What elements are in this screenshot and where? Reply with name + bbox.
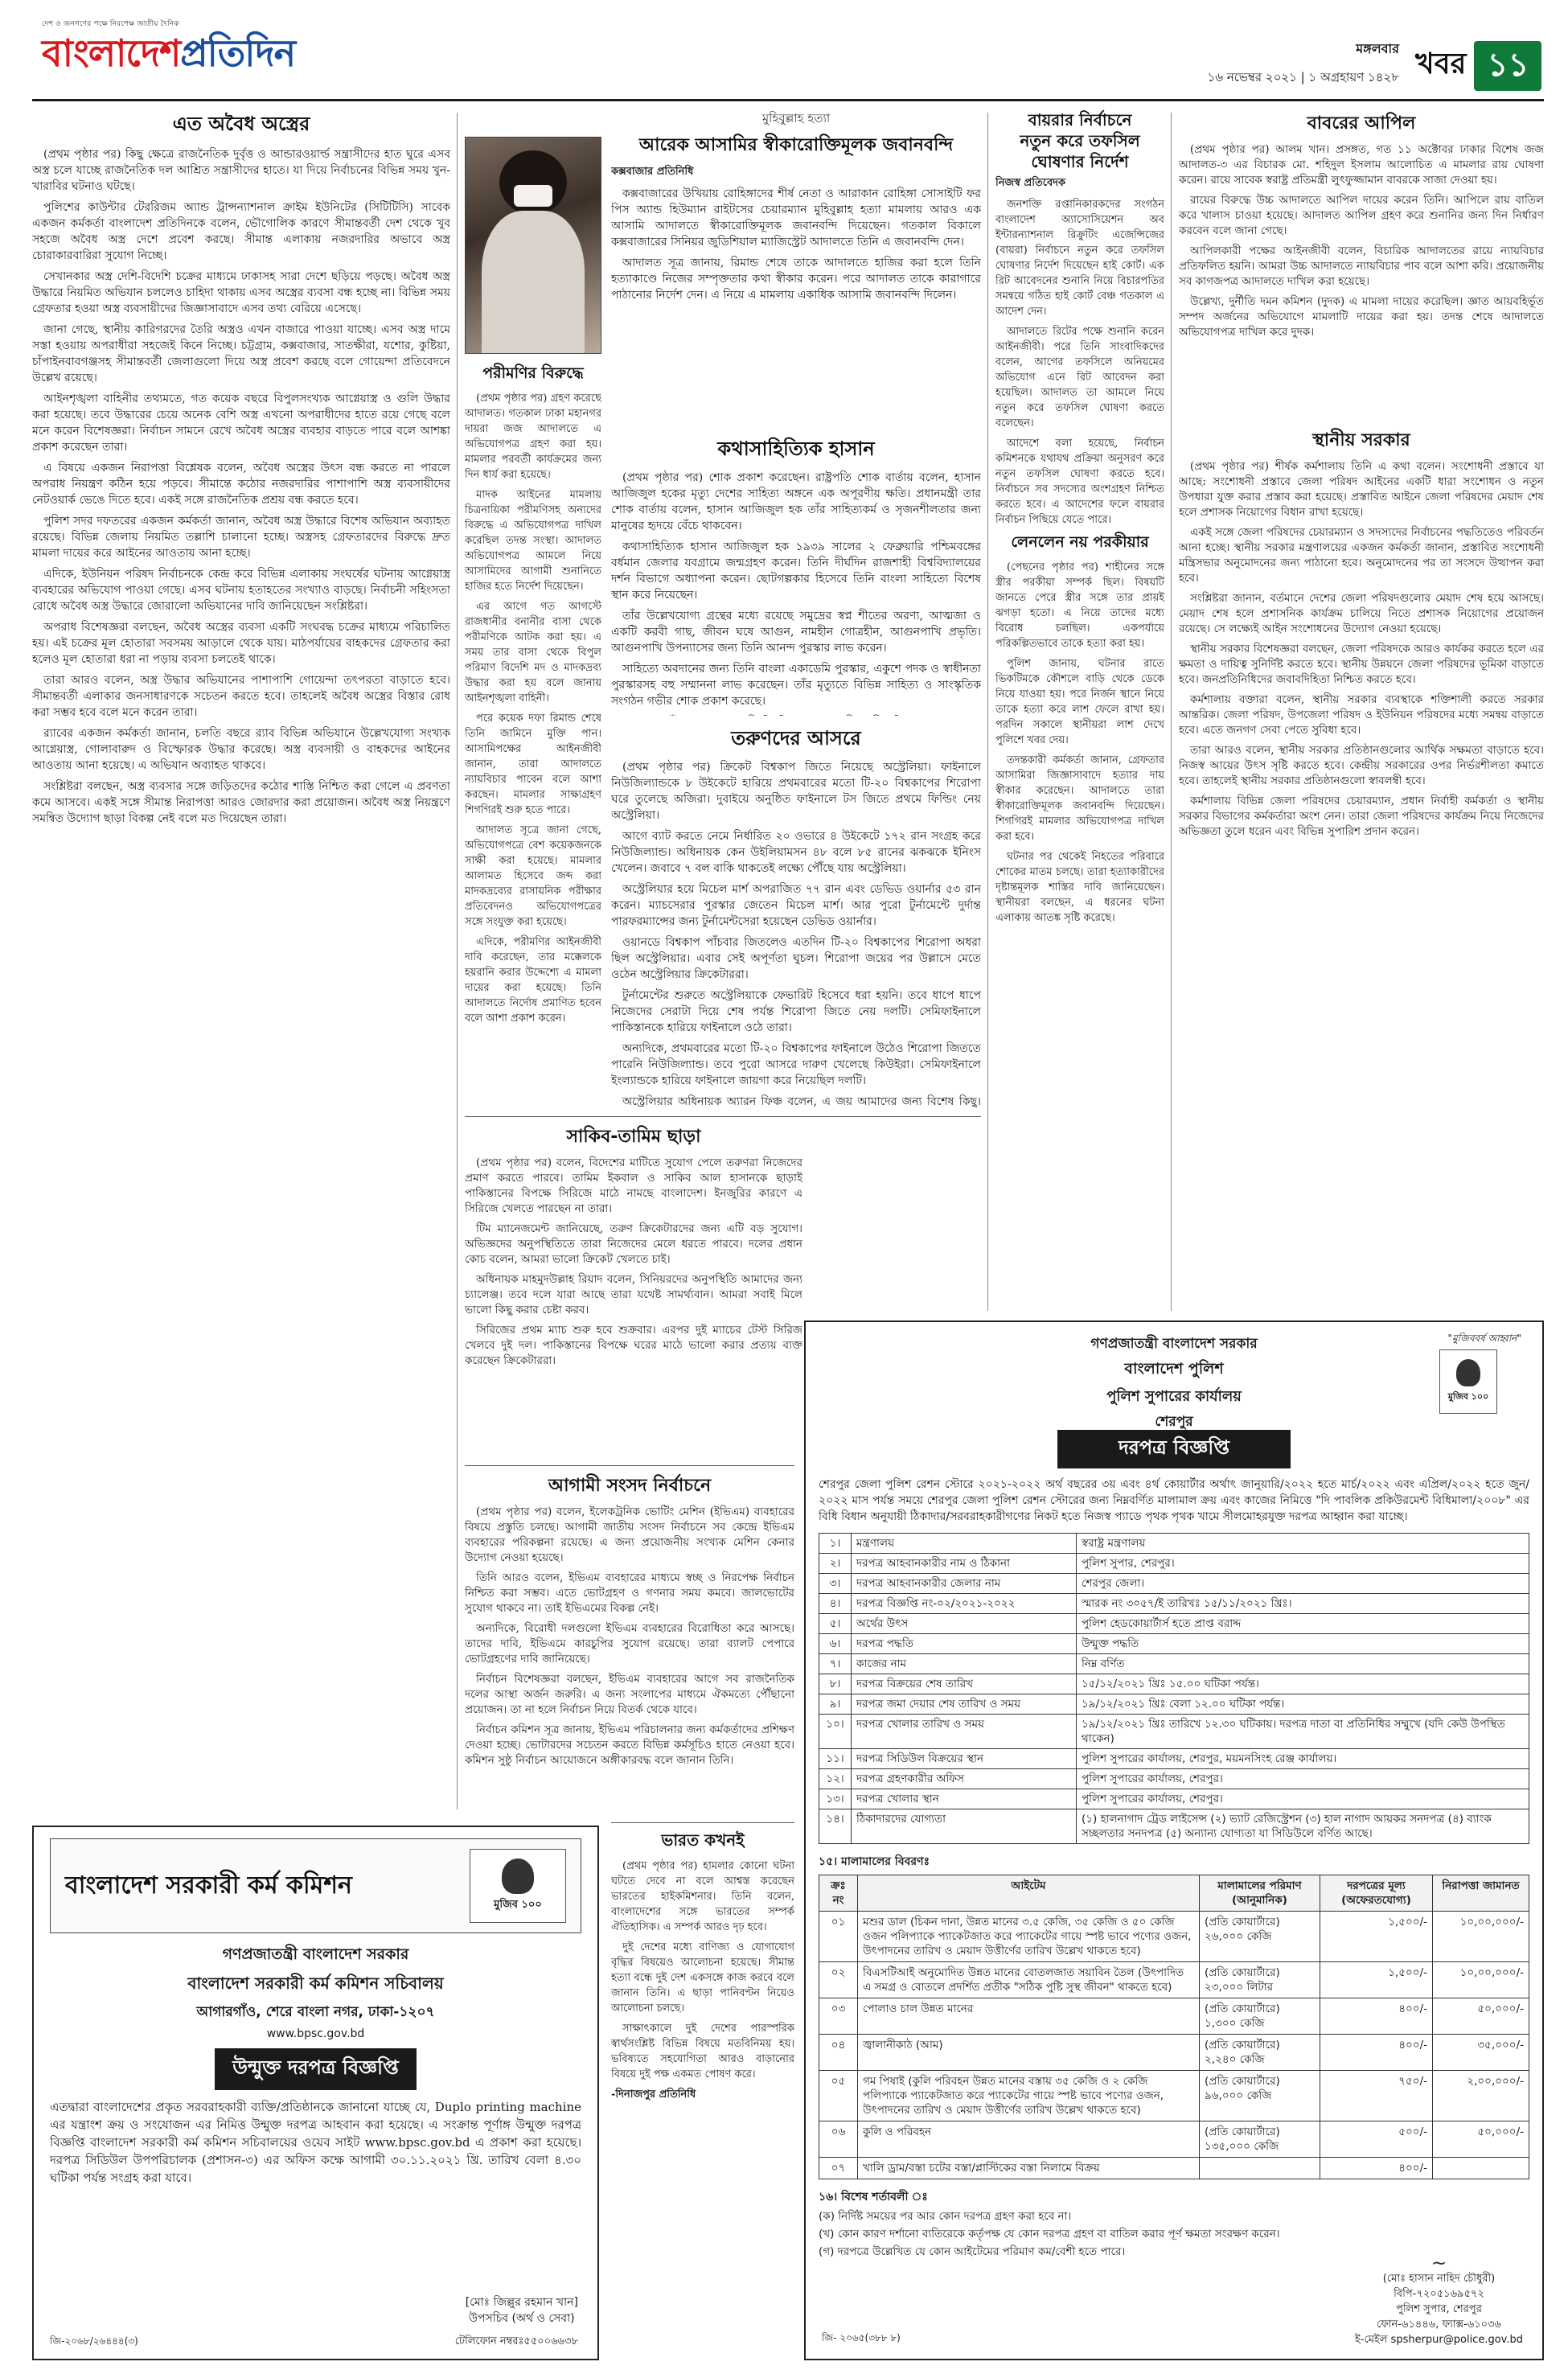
handwritten-signature: ~ — [1430, 2252, 1447, 2274]
masthead — [32, 11, 1544, 101]
row-label: কাজের নাম — [852, 1654, 1077, 1674]
ad-code: জি- ২০৬৫(৩৮৮ ৮) — [822, 2332, 901, 2343]
table-row — [819, 1674, 1529, 1694]
paragraph: (প্রথম পৃষ্ঠার পর) আলম খান। প্রসঙ্গত, গত ১১ অক্টোবর ঢাকার বিশেষ জজ আদালত-৩ এর বিচারক মো. শহিদুল ইসলাম আলোচিত এ মামলার রায় ঘোষণা করেন। রায়ে সাবেক স্বরাষ্ট্র প্রতিমন্ত্রী লুৎফুজ্জামান বাবরকে সাজা দেওয়া হয়। — [1179, 143, 1544, 187]
article-body — [611, 759, 981, 1110]
article-youth — [611, 724, 981, 1110]
police-ad-district: শেরপুর — [1155, 1414, 1193, 1430]
row-label: দরপত্র খোলার স্থান — [852, 1789, 1077, 1809]
article-kicker: মুহিবুল্লাহ হত্যা — [761, 111, 831, 125]
row-number: ৩। — [819, 1574, 852, 1594]
paragraph: সিরিজের প্রথম ম্যাচ শুরু হবে শুক্রবার। এরপর দুই ম্যাচের টেস্ট সিরিজ খেলবে দুই দল। পাকিস্তানের বিপক্ষে ঘরের মাঠে ভালো করার প্রত্যয় ব্যক্ত করেছেন ক্রিকেটাররা। — [465, 1324, 802, 1367]
row-value: শেরপুর জেলা। — [1077, 1574, 1529, 1594]
table-row — [819, 1634, 1529, 1654]
row-label: দরপত্র বিক্রয়ের শেষ তারিখ — [852, 1674, 1077, 1694]
advert-police-tender — [804, 1320, 1544, 2360]
article-body — [611, 186, 981, 303]
ad-phone: টেলিফোন নম্বরঃ৫৫০০৬৬৩৮ — [454, 2335, 578, 2347]
paragraph: তাঁর উল্লেখযোগ্য গ্রন্থের মধ্যে রয়েছে সমুদ্রের স্বপ্ন শীতের অরণ্য, আত্মজা ও একটি করবী গাছ, জীবন ঘষে আগুন, নামহীন গোত্রহীন, আগুনপাখি প্রভৃতি। আগুনপাখি উপন্যাসের জন্য তিনি আনন্দ পুরস্কার লাভ করেন। — [611, 610, 981, 655]
paragraph: অস্ট্রেলিয়ার অধিনায়ক অ্যারন ফিঞ্চ বলেন, এ জয় আমাদের জন্য বিশেষ কিছু। — [622, 1095, 981, 1108]
row-label: অর্থের উৎস — [852, 1614, 1077, 1634]
paragraph: ঘটনার পর থেকেই নিহতের পরিবারে শোকের মাতম চলছে। তারা হত্যাকারীদের দৃষ্টান্তমূলক শাস্তির দাবি জানিয়েছেন। স্থানীয়রা বলছেন, এ ধরনের ঘটনা এলাকায় আতঙ্ক সৃষ্টি করেছে। — [995, 851, 1164, 924]
logo-wordmark — [42, 30, 331, 76]
table-row — [819, 1534, 1529, 1554]
item-price: ৪০০/- — [1320, 1998, 1433, 2035]
row-value: উন্মুক্ত পদ্ধতি — [1077, 1634, 1529, 1654]
paragraph: কর্মশালায় বিভিন্ন জেলা পরিষদের চেয়ারম্যান, প্রধান নির্বাহী কর্মকর্তা ও স্থানীয় সরকার বিভাগের কর্মকর্তারা অংশ নেন। তারা জেলা পরিষদের কার্যক্রম নিয়ে নিজেদের অভিজ্ঞতা তুলে ধরেন এবং বিভিন্ন সুপারিশ প্রদান করেন। — [1179, 795, 1544, 838]
article-body — [465, 1505, 794, 1768]
article-body — [32, 146, 450, 827]
row-value: ১৯/১২/২০২১ খ্রিঃ বেলা ১২.০০ ঘটিকা পর্যন্ত। — [1077, 1694, 1529, 1715]
section-rule — [465, 1465, 794, 1466]
paragraph: আদালত সূত্রে জানা গেছে, অভিযোগপত্রে বেশ কয়েকজনকে সাক্ষী করা হয়েছে। মামলার আলামত হিসেবে জব্দ করা মাদকদ্রব্যের রাসায়নিক পরীক্ষার প্রতিবেদনও অভিযোগপত্রের সঙ্গে সংযুক্ত করা হয়েছে। — [465, 824, 601, 928]
paragraph: পুলিশ সদর দফতরের একজন কর্মকর্তা জানান, অবৈধ অস্ত্র উদ্ধারে বিশেষ অভিযান অব্যাহত রয়েছে। বিভিন্ন জেলায় নিয়মিত তল্লাশি চালানো হচ্ছে। অস্ত্রসহ গ্রেফতারদের বিরুদ্ধে দ্রুত মামলা দায়ের করে আইনের আওতায় আনা হচ্ছে। — [32, 515, 450, 560]
column-header: আইটেম — [858, 1875, 1200, 1912]
paragraph: জনশক্তি রপ্তানিকারকদের সংগঠন বাংলাদেশ অ্যাসোসিয়েশন অব ইন্টারন্যাশনাল রিক্রুটিং এজেন্সিজের (বায়রা) নির্বাচনে নতুন করে তফসিল ঘোষণার নির্দেশ দিয়েছেন হাই কোর্ট। এক রিট আবেদনের শুনানি নিয়ে বিচারপতির সমন্বয়ে গঠিত হাই কোর্ট বেঞ্চ গতকাল এ আদেশ দেন। — [995, 199, 1164, 318]
row-value: পুলিশ সুপার, শেরপুর। — [1077, 1554, 1529, 1574]
article-india — [611, 1829, 794, 2360]
paragraph: এর আগে গত আগস্টে রাজধানীর বনানীর বাসা থেকে পরীমণিকে আটক করা হয়। এ সময় তার বাসা থেকে বিপুল পরিমাণ বিদেশি মদ ও মাদকদ্রব্য উদ্ধার করা হয় বলে জানায় আইনশৃঙ্খলা বাহিনী। — [465, 601, 601, 704]
item-quantity: (প্রতি কোয়ার্টারে) ৯৬,০০০ কেজি — [1200, 2071, 1320, 2121]
paragraph: আদালতে রিটের পক্ষে শুনানি করেন আইনজীবী। পরে তিনি সাংবাদিকদের বলেন, আগের তফসিলে অনিয়মের অভিযোগ এনে রিট আবেদন করা হয়েছিল। আদালত তা আমলে নিয়ে নতুন করে তফসিল ঘোষণা করতে বলেছেন। — [995, 326, 1164, 429]
row-value: নিম্ন বর্ণিত — [1077, 1654, 1529, 1674]
paragraph: আইনশৃঙ্খলা বাহিনীর তথ্যমতে, গত কয়েক বছরে বিপুলসংখ্যক আগ্নেয়াস্ত্র ও গুলি উদ্ধার করা হয়েছে। তবে উদ্ধারের চেয়ে অনেক বেশি অস্ত্র এখনো অপরাধীদের হাতে রয়ে গেছে বলে মনে করেন বিশেষজ্ঞরা। নির্বাচন সামনে রেখে অবৈধ অস্ত্রের ব্যবহার বাড়তে পারে বলে আশঙ্কা প্রকাশ করেছেন তারা। — [32, 392, 450, 454]
paragraph: জানা গেছে, স্থানীয় কারিগরদের তৈরি অস্ত্রও এখন বাজারে পাওয়া যাচ্ছে। এসব অস্ত্র দামে সস্তা হওয়ায় অপরাধীরা সহজেই কিনে নিচ্ছে। চট্টগ্রাম, কক্সবাজার, সাতক্ষীরা, যশোর, কুষ্টিয়া, চাঁপাইনবাবগঞ্জসহ সীমান্তবর্তী জেলাগুলো দিয়ে অস্ত্র প্রবেশ করছে বলে গোয়েন্দা প্রতিবেদনে উল্লেখ রয়েছে। — [32, 323, 450, 384]
row-label: দরপত্র খোলার তারিখ ও সময় — [852, 1715, 1077, 1749]
article-byline: কক্সবাজার প্রতিনিধি — [611, 166, 694, 178]
advert-psc-tender — [32, 1826, 599, 2360]
article-headline: বাবরের আপিল — [1307, 113, 1416, 133]
article-porimoni — [465, 362, 601, 1110]
page-number: ১১ — [1474, 41, 1541, 91]
item-quantity: (প্রতি কোয়ার্টারে) ১,৩০০ কেজি — [1200, 1998, 1320, 2035]
article-headline: এত অবৈধ অস্ত্রের — [172, 113, 310, 135]
row-number: ৪। — [819, 1594, 852, 1614]
item-price: ১,৫০০/- — [1320, 1912, 1433, 1962]
signer-phone: ফোন-৬১৪৪৬, ফ্যাক্স-৬১০৩৬ — [1377, 2319, 1502, 2331]
column-header: নিরাপত্তা জামানত — [1433, 1875, 1529, 1912]
article-body — [465, 1156, 802, 1369]
row-number: ৬। — [819, 1634, 852, 1654]
paragraph: নির্বাচন কমিশন সূত্র জানায়, ইভিএম পরিচালনার জন্য কর্মকর্তাদের প্রশিক্ষণ দেওয়া হচ্ছে। ভোটারদের সচেতন করতে বিভিন্ন কর্মসূচিও হাতে নেওয়া হবে। কমিশন সুষ্ঠু নির্বাচন আয়োজনে অঙ্গীকারবদ্ধ বলে জানান তিনি। — [465, 1723, 794, 1767]
row-value: পুলিশ সুপারের কার্যালয়, শেরপুর। — [1077, 1789, 1529, 1809]
column-header: ক্রঃ নং — [819, 1875, 858, 1912]
row-number: ২। — [819, 1554, 852, 1574]
conditions-heading: ১৬। বিশেষ শর্তাবলী ঃ — [819, 2191, 928, 2204]
table-row — [819, 1769, 1529, 1789]
table-row — [819, 1962, 1529, 1998]
issue-date — [1077, 39, 1399, 88]
paragraph: সাক্ষাৎকালে দুই দেশের পারস্পরিক স্বার্থসংশ্লিষ্ট বিভিন্ন বিষয়ে মতবিনিময় হয়। ভবিষ্যতে সহযোগিতা আরও বাড়ানোর বিষয়ে দুই পক্ষ একমত পোষণ করে। — [611, 2023, 794, 2080]
item-quantity: (প্রতি কোয়ার্টারে) ২৬,০০০ কেজি — [1200, 1912, 1320, 1962]
paragraph — [611, 714, 981, 716]
condition-item: (ক) নির্দিষ্ট সময়ের পর আর কোন দরপত্র গ্রহণ করা হবে না। — [819, 2210, 1072, 2223]
row-value: পুলিশ সুপারের কার্যালয়, শেরপুর। — [1077, 1769, 1529, 1789]
row-number: ১০। — [819, 1715, 852, 1749]
article-headline: কথাসাহিত্যিক হাসান — [717, 437, 875, 460]
article-body — [995, 560, 1164, 926]
paragraph: পুলিশ জানায়, ঘটনার রাতে ভিকটিমকে কৌশলে বাড়ি থেকে ডেকে নিয়ে যাওয়া হয়। পরে নির্জন স্থানে নিয়ে তাকে হত্যা করে লাশ ফেলে রাখা হয়। পরদিন সকালে স্থানীয়রা লাশ দেখে পুলিশে খবর দেয়। — [995, 658, 1164, 746]
item-quantity: (প্রতি কোয়ার্টারে) ২,২৪০ কেজি — [1200, 2035, 1320, 2071]
article-hasan — [611, 434, 981, 716]
table-row — [819, 1694, 1529, 1715]
psc-banner-title: বাংলাদেশ সরকারী কর্ম কমিশন — [65, 1871, 352, 1900]
headline-line: ঘোষণার নির্দেশ — [1031, 152, 1129, 171]
item-description: গম পিষাই (কুলি পরিবহন উন্নত মানের বস্তায় ৩৫ কেজি ও ২ কেজি পলিপ্যাকে প্যাকেটজাত করে প্যাকেটের গায়ে স্পষ্ট ভাবে পণ্যের ওজন, উৎপাদনের তারিখ ও মেয়াদ উত্তীর্ণের তারিখ উল্লেখ থাকতে হবে) — [858, 2071, 1200, 2121]
article-bayra — [995, 109, 1164, 528]
article-body — [995, 197, 1164, 528]
row-value: স্বরাষ্ট্র মন্ত্রণালয় — [1077, 1534, 1529, 1554]
ad-body: এতদ্বারা বাংলাদেশের প্রকৃত সরবরাহকারী ব্যক্তি/প্রতিষ্ঠানকে জানানো যাচ্ছে যে, Duplo printing machine এর যন্ত্রাংশ ক্রয় ও সংযোজন এর নিমিত্ত উন্মুক্ত দরপত্র আহবান করা হয়েছে। এ সংক্রান্ত পূর্ণাঙ্গ উন্মুক্ত দরপত্র বিজ্ঞপ্তি বাংলাদেশ সরকারী কর্ম কমিশন সচিবালয়ের ওয়েব সাইট www.bpsc.gov.bd এ প্রকাশ করা হয়েছে। দরপত্র সিডিউল উপপরিচালক (প্রশাসন-৩) এর অফিস কক্ষে আগামী ৩০.১১.২০২১ খ্রি. তারিখ বেলা ৪.৩০ ঘটিকা পর্যন্ত সংগ্রহ করা যাবে। — [50, 2100, 581, 2185]
paragraph: (প্রথম পৃষ্ঠার পর) গ্রহণ করেছে আদালত। গতকাল ঢাকা মহানগর দায়রা জজ আদালতে এ অভিযোগপত্র গ্রহণ করা হয়। মামলার পরবর্তী কার্যক্রমের জন্য দিন ধার্য করা হয়েছে। — [465, 392, 601, 481]
signer-title: পুলিশ সুপার, শেরপুর — [1396, 2303, 1482, 2315]
paragraph: আপিলকারী পক্ষের আইনজীবী বলেন, বিচারিক আদালতের রায়ে ন্যায়বিচার প্রতিফলিত হয়নি। আমরা উচ্চ আদালতে ন্যায়বিচার পাব বলে আশা করি। প্রয়োজনীয় সব কাগজপত্র আদালতে দাখিল করা হয়েছে। — [1179, 244, 1544, 288]
row-number: ৮। — [819, 1674, 852, 1694]
paragraph: (পেছনের পৃষ্ঠার পর) শাহীনের সঙ্গে স্ত্রীর পরকীয়া সম্পর্ক ছিল। বিষয়টি জানতে পেরে স্ত্রীর সঙ্গে তার প্রায়ই ঝগড়া হতো। এ নিয়ে তাদের মধ্যে বিরোধ চলছিল। একপর্যায়ে পরিকল্পিতভাবে তাকে হত্যা করা হয়। — [995, 561, 1164, 650]
item-price: ৪০০/- — [1320, 2035, 1433, 2071]
police-ad-signature — [1355, 2252, 1523, 2347]
logo-tagline: দেশ ও জনগণের পক্ষে নিরপেক্ষ জাতীয় দৈনিক — [42, 20, 179, 28]
item-number: ০৩ — [819, 1998, 858, 2035]
ad-govt: গণপ্রজাতন্ত্রী বাংলাদেশ সরকার — [222, 1945, 409, 1963]
article-arms — [32, 109, 450, 1814]
item-description: খালি ড্রাম/বস্তা চটের বস্তা/প্লাস্টিকের বস্তা নিলামে বিক্রয় — [858, 2158, 1200, 2179]
table-row — [819, 2158, 1529, 2179]
logo-part-2: প্রতিদিন — [180, 31, 296, 75]
article-headline: লেনলেন নয় পরকীয়ার — [1011, 533, 1149, 551]
newspaper-logo — [42, 18, 331, 95]
article-body — [1179, 142, 1544, 340]
paragraph: অপরাধ বিশেষজ্ঞরা বলছেন, অবৈধ অস্ত্রের ব্যবসা একটি সংঘবদ্ধ চক্রের মাধ্যমে পরিচালিত হয়। এই চক্রের মূল হোতারা সবসময় আড়ালে থেকে যায়। মাঠপর্যায়ের বাহকদের গ্রেফতার করা হলেও মূল হোতারা ধরা না পড়ায় ব্যবসা চলতেই থাকে। — [32, 621, 450, 666]
paragraph: কক্সবাজারের উখিয়ায় রোহিঙ্গাদের শীর্ষ নেতা ও আরাকান রোহিঙ্গা সোসাইটি ফর পিস অ্যান্ড হিউম্যান রাইটসের চেয়ারম্যান মুহিবুল্লাহ হত্যা মামলায় আরও এক আসামি আদালতে স্বীকারোক্তিমূলক জবানবন্দি দিয়েছেন। গতকাল বিকালে কক্সবাজারের সিনিয়র জুডিশিয়াল ম্যাজিস্ট্রেট আদালতে তিনি এ জবানবন্দি দেন। — [611, 187, 981, 248]
row-label: দরপত্র বিজ্ঞপ্তি নং-০২/২০২১-২০২২ — [852, 1594, 1077, 1614]
logo-part-1: বাংলাদেশ — [42, 31, 181, 75]
section-label — [1415, 35, 1544, 97]
paragraph: দুই দেশের মধ্যে বাণিজ্য ও যোগাযোগ বৃদ্ধির বিষয়েও আলোচনা হয়েছে। সীমান্ত হত্যা বন্ধে দুই দেশ একসঙ্গে কাজ করবে বলে জানান তিনি। এ ছাড়া পানিবণ্টন নিয়েও আলোচনা চলছে। — [611, 1941, 794, 2015]
article-lenlen — [995, 531, 1164, 1311]
police-ad-office: পুলিশ সুপারের কার্যালয় — [1106, 1388, 1242, 1405]
row-value: স্মারক নং ৩০৫৭/ই তারিখঃ ১৫/১১/২০২১ খ্রিঃ। — [1077, 1594, 1529, 1614]
column-header: মালামালের পরিমাণ (আনুমানিক) — [1200, 1875, 1320, 1912]
portrait-icon — [1456, 1359, 1480, 1386]
paragraph: এদিকে, ইউনিয়ন পরিষদ নির্বাচনকে কেন্দ্র করে বিভিন্ন এলাকায় সংঘর্ষের ঘটনায় আগ্নেয়াস্ত্র ব্যবহারের অভিযোগ পাওয়া গেছে। এসব ঘটনায় হতাহতের সংখ্যাও বাড়ছে। নির্বাচনী সহিংসতা রোধে অবৈধ অস্ত্র উদ্ধারে জোরালো অভিযানের দাবি জানিয়েছেন সংশ্লিষ্টরা। — [32, 568, 450, 613]
table-row — [819, 1912, 1529, 1962]
item-quantity: (প্রতি কোয়ার্টারে) ১৩৫,০০০ কেজি — [1200, 2121, 1320, 2158]
paragraph: (প্রথম পৃষ্ঠার পর) হামলার কোনো ঘটনা ঘটতে দেবে না বলে আশ্বস্ত করেছেন ভারতের হাইকমিশনার। তিনি বলেন, বাংলাদেশের সঙ্গে ভারতের সম্পর্ক ঐতিহাসিক। এ সম্পর্ক আরও দৃঢ় হবে। — [611, 1860, 794, 1933]
ad-office: বাংলাদেশ সরকারী কর্ম কমিশন সচিবালয় — [187, 1974, 444, 1993]
police-ad-header — [819, 1330, 1529, 1430]
item-security: ১০,০০,০০০/- — [1433, 1912, 1529, 1962]
article-headline: পরীমণির বিরুদ্ধে — [482, 364, 584, 382]
table-row — [819, 1715, 1529, 1749]
row-number: ১৩। — [819, 1789, 852, 1809]
table-row — [819, 2071, 1529, 2121]
portrait-icon — [502, 1859, 534, 1894]
paragraph: তদন্তকারী কর্মকর্তা জানান, গ্রেফতার আসামিরা জিজ্ঞাসাবাদে হত্যার দায় স্বীকার করেছেন। আদালতে তারা স্বীকারোক্তিমূলক জবানবন্দি দিয়েছেন। শিগগিরই মামলার অভিযোগপত্র দাখিল করা হবে। — [995, 754, 1164, 843]
section-name: খবর — [1415, 47, 1467, 80]
table-row — [819, 2035, 1529, 2071]
table-header-row — [819, 1875, 1529, 1912]
paragraph: (প্রথম পৃষ্ঠার পর) ক্রিকেট বিশ্বকাপ জিতে নিয়েছে অস্ট্রেলিয়া। ফাইনালে নিউজিল্যান্ডকে ৮ উইকেটে হারিয়ে প্রথমবারের মতো টি-২০ বিশ্বকাপের শিরোপা ঘরে তুলেছে অজিরা। দুবাইয়ে অনুষ্ঠিত ফাইনালে টস জিতে প্রথমে ফিল্ডিং নেয় অস্ট্রেলিয়া। — [611, 761, 981, 822]
item-description: কুলি ও পরিবহন — [858, 2121, 1200, 2158]
item-price: ৫০০/- — [1320, 2121, 1433, 2158]
table-row — [819, 1554, 1529, 1574]
tender-info-table — [819, 1533, 1529, 1844]
paragraph: সাহিত্যে অবদানের জন্য তিনি বাংলা একাডেমি পুরস্কার, একুশে পদক ও স্বাধীনতা পুরস্কারসহ বহু সম্মাননা লাভ করেছেন। তাঁর মৃত্যুতে বিভিন্ন সাহিত্য ও সাংস্কৃতিক সংগঠন গভীর শোক প্রকাশ করেছে। — [611, 663, 981, 708]
item-security: ২,০০,০০০/- — [1433, 2071, 1529, 2121]
items-heading: ১৫। মালামালের বিবরণঃ — [819, 1855, 930, 1868]
paragraph: তিনি আরও বলেন, ইভিএম ব্যবহারের মাধ্যমে স্বচ্ছ ও নিরপেক্ষ নির্বাচন নিশ্চিত করা সম্ভব। এতে ভোটগ্রহণ ও গণনার সময় কমবে। জালভোটের সুযোগ থাকবে না। তাই ইভিএমের বিকল্প নেই। — [465, 1571, 794, 1615]
article-byline: নিজস্ব প্রতিবেদক — [995, 177, 1066, 189]
table-row — [819, 1574, 1529, 1594]
paragraph: স্থানীয় সরকার বিশেষজ্ঞরা বলছেন, জেলা পরিষদকে আরও কার্যকর করতে হলে এর ক্ষমতা ও দায়িত্ব সুনির্দিষ্ট করতে হবে। স্থানীয় উন্নয়নে জেলা পরিষদের ভূমিকা বাড়াতে হবে। জনপ্রতিনিধিদের জবাবদিহিতা নিশ্চিত করতে হবে। — [1179, 643, 1544, 686]
ad-heading — [50, 1943, 581, 2090]
row-label: দরপত্র সিডিউল বিক্রয়ের স্থান — [852, 1749, 1077, 1769]
condition-item: (খ) কোন কারণ দর্শানো ব্যতিরেকে কর্তৃপক্ষ যে কোন দরপত্র গ্রহণ বা বাতিল করার পূর্ণ ক্ষমতা সংরক্ষণ করেন। — [819, 2228, 1280, 2241]
signer-name: (মোঃ হাসান নাহিদ চৌধুরী) — [1382, 2273, 1496, 2285]
paragraph: (প্রথম পৃষ্ঠার পর) কিছু ক্ষেত্রে রাজনৈতিক দুর্বৃত্ত ও আন্ডারওয়ার্ল্ড সন্ত্রাসীদের হাত ঘুরে এসব অস্ত্র চলে যাচ্ছে রাজনৈতিক দল আশ্রিত সন্ত্রাসীদের হাতে। যা দিয়ে নির্বাচনের বিভিন্ন সময় খুন-খারাবির ঘটনাও ঘটছে। — [32, 148, 450, 193]
article-headline: স্থানীয় সরকার — [1312, 430, 1410, 450]
photo-body — [482, 211, 585, 354]
table-row — [819, 1594, 1529, 1614]
psc-banner — [50, 1838, 581, 1933]
paragraph: কথাসাহিত্যিক হাসান আজিজুল হক ১৯৩৯ সালের ২ ফেব্রুয়ারি পশ্চিমবঙ্গের বর্ধমান জেলার যবগ্রামে জন্মগ্রহণ করেন। তিনি দীর্ঘদিন রাজশাহী বিশ্ববিদ্যালয়ের দর্শন বিভাগে অধ্যাপনা করেন। ছোটগল্পকার হিসেবে তিনি বাংলা সাহিত্যে বিশেষ স্থান করে নিয়েছেন। — [611, 540, 981, 602]
article-body — [465, 391, 601, 1026]
table-row — [819, 1789, 1529, 1809]
signer-email[interactable]: ই-মেইল spsherpur@police.gov.bd — [1355, 2334, 1523, 2346]
item-security: ৩৫,০০০/- — [1433, 2035, 1529, 2071]
row-number: ১। — [819, 1534, 852, 1554]
row-label: মন্ত্রণালয় — [852, 1534, 1077, 1554]
condition-item: (গ) দরপত্রে উল্লেখিত যে কোন আইটেমের পরিমাণ কম/বেশী হতে পারে। — [819, 2245, 1126, 2258]
item-description: পোলাও চাল উন্নত মানের — [858, 1998, 1200, 2035]
ad-code: জি-২০৬৮/২৬৪৪৪(৩) — [50, 2335, 138, 2347]
row-label: দরপত্র পদ্ধতি — [852, 1634, 1077, 1654]
badge-label: মুজিব ১০০ — [494, 1898, 542, 1911]
mujib-100-logo — [470, 1849, 566, 1923]
article-headline — [995, 109, 1164, 172]
paragraph: এদিকে, পরীমণির আইনজীবী দাবি করেছেন, তার মক্কেলকে হয়রানি করার উদ্দেশ্যে এ মামলা দায়ের করা হয়েছে। তিনি আদালতে নির্দোষ প্রমাণিত হবেন বলে আশা প্রকাশ করেন। — [465, 936, 601, 1025]
item-price: ৭৫০/- — [1320, 2071, 1433, 2121]
ad-website[interactable]: www.bpsc.gov.bd — [266, 2027, 365, 2040]
paragraph: একই সঙ্গে জেলা পরিষদের চেয়ারম্যান ও সদস্যদের নির্বাচনের পদ্ধতিতেও পরিবর্তন আনা হচ্ছে। স্থানীয় সরকার মন্ত্রণালয়ের একজন কর্মকর্তা জানান, প্রস্তাবিত সংশোধনী মন্ত্রিসভার অনুমোদনের জন্য পাঠানো হবে। অনুমোদনের পর তা সংসদে উত্থাপন করা হবে। — [1179, 526, 1544, 585]
paragraph: নির্বাচন বিশেষজ্ঞরা বলছেন, ইভিএম ব্যবহারের আগে সব রাজনৈতিক দলের আস্থা অর্জন জরুরি। এ জন্য সংলাপের মাধ্যমে ঐকমত্যে পৌঁছানো প্রয়োজন। তা না হলে নির্বাচন নিয়ে বিতর্ক থেকে যাবে। — [465, 1673, 794, 1716]
item-security: ৫০,০০০/- — [1433, 1998, 1529, 2035]
table-row — [819, 2121, 1529, 2158]
item-security — [1433, 2158, 1529, 2179]
paragraph: সংশ্লিষ্টরা জানান, বর্তমানে দেশের জেলা পরিষদগুলোর মেয়াদ শেষ হয়ে আসছে। মেয়াদ শেষ হলে প্রশাসনিক কার্যক্রম চালিয়ে নিতে প্রশাসক নিয়োগের প্রয়োজন রয়েছে। সে লক্ষ্যেই আইন সংশোধনের উদ্যোগ নেওয়া হয়েছে। — [1179, 592, 1544, 635]
column-divider — [457, 113, 458, 1809]
article-babar — [1179, 109, 1544, 423]
tender-items-table — [819, 1875, 1529, 2179]
item-number: ০৪ — [819, 2035, 858, 2071]
row-value: ১৯/১২/২০২১ খ্রিঃ তারিখে ১২.৩০ ঘটিকায়। দরপত্র দাতা বা প্রতিনিধির সম্মুখে (যদি কেউ উপস্থিত থাকেন) — [1077, 1715, 1529, 1749]
section-rule — [611, 1822, 794, 1823]
section-rule — [465, 1116, 981, 1117]
article-headline: আরেক আসামির স্বীকারোক্তিমূলক জবানবন্দি — [638, 135, 954, 155]
item-number: ০৫ — [819, 2071, 858, 2121]
row-number: ৯। — [819, 1694, 852, 1715]
paragraph: টিম ম্যানেজমেন্ট জানিয়েছে, তরুণ ক্রিকেটারদের জন্য এটি বড় সুযোগ। অভিজ্ঞদের অনুপস্থিতিতে তারা নিজেদের মেলে ধরতে পারবে। দলের প্রধান কোচ বলেন, আমরা ভালো ক্রিকেট খেলতে চাই। — [465, 1222, 802, 1266]
paragraph: ওয়ানডে বিশ্বকাপ পাঁচবার জিতলেও এতদিন টি-২০ বিশ্বকাপের শিরোপা অধরা ছিল অস্ট্রেলিয়ার। এবার সেই অপূর্ণতা ঘুচল। শিরোপা জয়ের পর উল্লাসে মেতে ওঠেন অস্ট্রেলিয়ার ক্রিকেটাররা। — [611, 936, 981, 981]
paragraph: অন্যদিকে, প্রথমবারের মতো টি-২০ বিশ্বকাপের ফাইনালে উঠেও শিরোপা জিততে পারেনি নিউজিল্যান্ড। তবে পুরো আসরে দারুণ খেলেছে কিউইরা। সেমিফাইনালে ইংল্যান্ডকে হারিয়ে ফাইনালে জায়গা করে নিয়েছিল দলটি। — [611, 1042, 981, 1087]
article-election — [465, 1472, 794, 1817]
table-row — [819, 1809, 1529, 1844]
item-number: ০৬ — [819, 2121, 858, 2158]
badge-label: মুজিব ১০০ — [1447, 1390, 1489, 1402]
row-label: দরপত্র আহবানকারীর জেলার নাম — [852, 1574, 1077, 1594]
weekday: মঙ্গলবার — [1356, 41, 1399, 56]
police-ad-intro: শেরপুর জেলা পুলিশ রেশন স্টোরে ২০২১-২০২২ অর্থ বছরের ৩য় এবং ৪র্থ কোয়ার্টার অর্থাৎ জানুয়ারি/২০২২ হতে মার্চ/২০২২ এবং এপ্রিল/২০২২ হতে জুন/২০২২ মাস পর্যন্ত সময়ে শেরপুর জেলা পুলিশ রেশন স্টোরের জন্য নিম্নবর্ণিত মালামাল ক্রয় এবং কাজের নিমিত্তে "দি পাবলিক প্রকিউরমেন্ট বিধিমালা/২০০৮" এর বিধি বিধান অনুযায়ী ঠিকাদার/সরবরাহকারীগণের নিকট হতে নিজস্ব প্যাডে পৃথক পৃথক খামে সীলমোহরযুক্ত দরপত্র আহ্বান করা যাচ্ছে। — [819, 1478, 1529, 1523]
row-label: দরপত্র গ্রহণকারীর অফিস — [852, 1769, 1077, 1789]
police-ad-org: বাংলাদেশ পুলিশ — [1124, 1360, 1224, 1378]
item-price: ১,৫০০/- — [1320, 1962, 1433, 1998]
paragraph: সেখানকার অস্ত্র দেশি-বিদেশি চক্রের মাধ্যমে ঢাকাসহ সারা দেশে ছড়িয়ে পড়ছে। অবৈধ অস্ত্র উদ্ধারে নিয়মিত অভিযান চললেও চাহিদা থাকায় এসব অস্ত্রের ব্যবসা বন্ধ হচ্ছে না। বিভিন্ন সময় গ্রেফতার হওয়া অস্ত্র ব্যবসায়ীদের জিজ্ঞাসাবাদে এসব তথ্য বেরিয়ে এসেছে। — [32, 270, 450, 315]
article-headline: আগামী সংসদ নির্বাচনে — [548, 1476, 712, 1496]
column-divider — [987, 113, 988, 1311]
row-value: ১৫/১২/২০২১ খ্রিঃ ১৫.০০ ঘটিকা পর্যন্ত। — [1077, 1674, 1529, 1694]
police-ad-title: দরপত্র বিজ্ঞপ্তি — [1057, 1430, 1291, 1468]
date-line: ১৬ নভেম্বর ২০২১ | ১ অগ্রহায়ণ ১৪২৮ — [1207, 70, 1399, 84]
mujib-100-logo — [1439, 1349, 1497, 1414]
signer-id: বিপি-৭২০৫১৬৯৫৭২ — [1394, 2288, 1484, 2300]
row-label: দরপত্র আহবানকারীর নাম ও ঠিকানা — [852, 1554, 1077, 1574]
paragraph: পরে কয়েক দফা রিমান্ড শেষে তিনি জামিনে মুক্তি পান। আসামিপক্ষের আইনজীবী জানান, তারা আদালতে ন্যায়বিচার পাবেন বলে আশা করছেন। মামলার সাক্ষ্যগ্রহণ শিগগিরই শুরু হতে পারে। — [465, 713, 601, 816]
article-source: -দিনাজপুর প্রতিনিধি — [611, 2089, 696, 2101]
paragraph: রায়ের বিরুদ্ধে উচ্চ আদালতে আপিল দায়ের করেন তিনি। আপিলে রায় বাতিল করে খালাস চাওয়া হয়েছে। আদালত আপিল গ্রহণ করে শুনানির জন্য দিন নির্ধারণ করবেন বলে জানা গেছে। — [1179, 194, 1544, 237]
column-header: দরপত্রের মূল্য (অফেরতযোগ্য) — [1320, 1875, 1433, 1912]
article-sakib — [465, 1123, 802, 1460]
police-ad-quote: "মুজিববর্ষ আহ্বান" — [1447, 1333, 1521, 1344]
table-row — [819, 1749, 1529, 1769]
paragraph: উল্লেখ্য, দুর্নীতি দমন কমিশন (দুদক) এ মামলা দায়ের করেছিল। জ্ঞাত আয়বহির্ভূত সম্পদ অর্জনের অভিযোগে মামলাটি দায়ের করা হয়। তদন্ত শেষে আদালতে অভিযোগপত্র দাখিল করে দুদক। — [1179, 295, 1544, 339]
item-quantity: (প্রতি কোয়ার্টারে) ২৩,০০০ লিটার — [1200, 1962, 1320, 1998]
row-value: পুলিশ হেডকোয়ার্টার্স হতে প্রাপ্ত বরাদ্দ — [1077, 1614, 1529, 1634]
paragraph: (প্রথম পৃষ্ঠার পর) শীর্ষক কর্মশালায় তিনি এ কথা বলেন। সংশোধনী প্রস্তাবে যা আছে: সংশোধনী প্রস্তাবে জেলা পরিষদ আইনের একটি ধারা সংশোধন ও নতুন উপধারা যুক্ত করার প্রস্তাব করা হয়েছে। প্রস্তাবিত আইনে জেলা পরিষদের মেয়াদ শেষ হলে প্রশাসক নিয়োগের বিধান রাখা হয়েছে। — [1179, 460, 1544, 519]
item-description: জ্বালানীকাঠ (আম) — [858, 2035, 1200, 2071]
paragraph: আদালত সূত্র জানায়, রিমান্ড শেষে তাকে আদালতে হাজির করা হলে তিনি হত্যাকাণ্ডে নিজের সম্পৃক্ততার কথা স্বীকার করেন। পরে আদালত তাকে কারাগারে পাঠানোর নির্দেশ দেন। এ নিয়ে এ মামলায় একাধিক আসামি জবানবন্দি দিলেন। — [611, 257, 981, 302]
article-headline: তরুণদের আসরে — [731, 727, 861, 750]
row-label: ঠিকাদারদের যোগ্যতা — [852, 1809, 1077, 1844]
paragraph: এ বিষয়ে একজন নিরাপত্তা বিশ্লেষক বলেন, অবৈধ অস্ত্রের উৎস বন্ধ করতে না পারলে অপরাধ নিয়ন্ত্রণ কঠিন হয়ে পড়বে। সীমান্তে কঠোর নজরদারির পাশাপাশি অস্ত্র ব্যবসায়ীদের নেটওয়ার্ক ভেঙে দিতে হবে। একই সঙ্গে রাজনৈতিক প্রশ্রয় বন্ধ করতে হবে। — [32, 462, 450, 507]
ad-address: আগারগাঁও, শেরে বাংলা নগর, ঢাকা-১২০৭ — [196, 2004, 435, 2020]
paragraph: (প্রথম পৃষ্ঠার পর) শোক প্রকাশ করেছেন। রাষ্ট্রপতি শোক বার্তায় বলেন, হাসান আজিজুল হকের মৃত্যু দেশের সাহিত্য অঙ্গনে এক অপূরণীয় ক্ষতি। প্রধানমন্ত্রী তার শোক বার্তায় বলেন, হাসান আজিজুল হক তাঁর সাহিত্যকর্ম ও সৃজনশীলতার জন্য মানুষের হৃদয়ে বেঁচে থাকবেন। — [611, 471, 981, 532]
paragraph: পুলিশের কাউন্টার টেররিজম অ্যান্ড ট্রান্সন্যাশনাল ক্রাইম ইউনিটের (সিটিটিসি) সাবেক একজন কর্মকর্তা বাংলাদেশ প্রতিদিনকে বলেন, ভৌগোলিক কারণে সীমান্তবর্তী দেশ থেকে খুব সহজে অবৈধ অস্ত্র দেশে প্রবেশ করছে। সীমান্ত এলাকায় নজরদারির অভাবে অস্ত্র চোরাকারবারিরা সুযোগ নিচ্ছে। — [32, 201, 450, 262]
table-row — [819, 1654, 1529, 1674]
paragraph: আদেশে বলা হয়েছে, নির্বাচন কমিশনকে যথাযথ প্রক্রিয়া অনুসরণ করে নতুন তফসিল ঘোষণা করতে হবে। নির্বাচনে সব সদস্যের অংশগ্রহণ নিশ্চিত করতে হবে। এ আদেশের ফলে বায়রার নির্বাচন পিছিয়ে যেতে পারে। — [995, 437, 1164, 526]
article-body — [611, 1859, 794, 2102]
police-ad-govt: গণপ্রজাতন্ত্রী বাংলাদেশ সরকার — [1090, 1336, 1258, 1352]
paragraph: তারা আরও বলেন, অস্ত্র উদ্ধার অভিযানের পাশাপাশি গোয়েন্দা তৎপরতা বাড়াতে হবে। সীমান্তবর্তী এলাকার জনসাধারণকে সচেতন করতে হবে। তাহলেই অবৈধ অস্ত্রের বিস্তার রোধ করা সম্ভব হবে বলে মনে করেন তারা। — [32, 674, 450, 719]
row-number: ১১। — [819, 1749, 852, 1769]
ad-title: উন্মুক্ত দরপত্র বিজ্ঞপ্তি — [215, 2048, 416, 2090]
item-quantity — [1200, 2158, 1320, 2179]
paragraph: কর্মশালায় বক্তারা বলেন, স্থানীয় সরকার ব্যবস্থাকে শক্তিশালী করতে সরকার আন্তরিক। জেলা পরিষদ, উপজেলা পরিষদ ও ইউনিয়ন পরিষদের মধ্যে সমন্বয় বাড়াতে হবে। এতে জনগণ সেবা পেতে সুবিধা হবে। — [1179, 693, 1544, 737]
table-row — [819, 1998, 1529, 2035]
item-number: ০২ — [819, 1962, 858, 1998]
item-security: ১০,০০,০০০/- — [1433, 1962, 1529, 1998]
row-number: ৭। — [819, 1654, 852, 1674]
item-number: ০১ — [819, 1912, 858, 1962]
paragraph: অস্ট্রেলিয়ার হয়ে মিচেল মার্শ অপরাজিত ৭৭ রান এবং ডেভিড ওয়ার্নার ৫৩ রান করেন। ম্যাচসেরার পুরস্কার জেতেন মিচেল মার্শ। আর পুরো টুর্নামেন্টে দুর্দান্ত পারফরম্যান্সের জন্য টুর্নামেন্টসেরা হয়েছেন ডেভিড ওয়ার্নার। — [611, 883, 981, 928]
item-description: বিএসটিআই অনুমোদিত উন্নত মানের বোতলজাত সয়াবিন তৈল (উৎপাদিত এ সমগ্র ও বোতলে প্রদর্শিত প্রতীক "সঠিক পুষ্টি সুস্থ জীবন" থাকতে হবে) — [858, 1962, 1200, 1998]
paragraph: অন্যদিকে, বিরোধী দলগুলো ইভিএম ব্যবহারের বিরোধিতা করে আসছে। তাদের দাবি, ইভিএমে কারচুপির সুযোগ রয়েছে। তারা ব্যালট পেপারে ভোটগ্রহণের দাবি জানিয়েছে। — [465, 1622, 794, 1665]
signer-name: [মোঃ জিল্লুর রহমান খান] — [465, 2296, 578, 2309]
article-local-govt — [1179, 426, 1544, 1311]
article-body — [1179, 459, 1544, 840]
paragraph: র‌্যাবের একজন কর্মকর্তা জানান, চলতি বছরে র‌্যাব বিভিন্ন অভিযানে উল্লেখযোগ্য সংখ্যক আগ্নেয়াস্ত্র, গোলাবারুদ ও বিস্ফোরক উদ্ধার করেছে। অস্ত্র ব্যবসায়ী ও বাহকদের আইনের আওতায় আনা হয়েছে। এ অভিযান অব্যাহত থাকবে। — [32, 727, 450, 772]
table-row — [819, 1614, 1529, 1634]
paragraph: (প্রথম পৃষ্ঠার পর) বলেন, ইলেকট্রনিক ভোটিং মেশিন (ইভিএম) ব্যবহারের বিষয়ে প্রস্তুতি চলছে। আগামী জাতীয় সংসদ নির্বাচনে সব কেন্দ্রে ইভিএম ব্যবহারের পরিকল্পনা রয়েছে। এ জন্য প্রয়োজনীয় সংখ্যক মেশিন কেনার উদ্যোগ নেওয়া হয়েছে। — [465, 1505, 794, 1564]
photo-face-mask — [514, 185, 552, 207]
paragraph: আগে ব্যাট করতে নেমে নির্ধারিত ২০ ওভারে ৪ উইকেটে ১৭২ রান সংগ্রহ করে নিউজিল্যান্ড। অধিনায়ক কেন উইলিয়ামসন ৪৮ বলে ৮৫ রানের ঝকঝকে ইনিংস খেলেন। জবাবে ৭ বল বাকি থাকতেই লক্ষ্যে পৌঁছে যায় অস্ট্রেলিয়া। — [611, 830, 981, 875]
paragraph: তারা আরও বলেন, স্থানীয় সরকার প্রতিষ্ঠানগুলোর আর্থিক সক্ষমতা বাড়াতে হবে। নিজস্ব আয়ের উৎস সৃষ্টি করতে হবে। কেন্দ্রীয় সরকারের ওপর নির্ভরশীলতা কমাতে হবে। তাহলেই স্থানীয় সরকার প্রতিষ্ঠানগুলো স্বাবলম্বী হবে। — [1179, 744, 1544, 787]
column-divider — [1171, 113, 1172, 1311]
row-number: ৫। — [819, 1614, 852, 1634]
item-price: ৪০০/- — [1320, 2158, 1433, 2179]
paragraph: সংশ্লিষ্টরা বলছেন, অস্ত্র ব্যবসার সঙ্গে জড়িতদের কঠোর শাস্তি নিশ্চিত করা গেলে এ প্রবণতা কমে আসবে। একই সঙ্গে সীমান্ত নিরাপত্তা আরও জোরদার করা প্রয়োজন। অবৈধ অস্ত্র নিয়ন্ত্রণে সমন্বিত উদ্যোগ ছাড়া বিকল্প নেই বলে মত দিয়েছেন তারা। — [32, 780, 450, 825]
row-value: (১) হালনাগাদ ট্রেড লাইসেন্স (২) ভ্যাট রেজিস্ট্রেশন (৩) হাল নাগাদ আয়কর সনদপত্র (৪) ব্যাংক সচ্ছলতার সনদপত্র (৫) অন্যান্য যোগ্যতা যা সিডিউলে বর্ণিত আছে। — [1077, 1809, 1529, 1844]
paragraph: অধিনায়ক মাহমুদউল্লাহ রিয়াদ বলেন, সিনিয়রদের অনুপস্থিতি আমাদের জন্য চ্যালেঞ্জ। তবে দলে যারা আছে তারা যথেষ্ট সামর্থ্যবান। আমরা সবাই মিলে ভালো কিছু করার চেষ্টা করব। — [465, 1273, 802, 1316]
item-description: মশুর ডাল (চিকন দানা, উন্নত মানের ৩.৫ কেজি, ৩৫ কেজি ও ৫০ কেজি ওজন পলিপ্যাকে প্যাকেটজাত করে প্যাকেটের গায়ে স্পষ্ট ভাবে পণ্যের ওজন, উৎপাদনের তারিখ ও মেয়াদ উত্তীর্ণের তারিখ উল্লেখ থাকতে হবে) — [858, 1912, 1200, 1962]
row-number: ১২। — [819, 1769, 852, 1789]
article-headline: সাকিব-তামিম ছাড়া — [566, 1127, 701, 1147]
article-body — [611, 470, 981, 716]
row-label: দরপত্র জমা দেয়ার শেষ তারিখ ও সময় — [852, 1694, 1077, 1715]
item-security: ৫০,০০০/- — [1433, 2121, 1529, 2158]
headline-line: নতুন করে তফসিল — [1020, 131, 1140, 150]
paragraph: মাদক আইনের মামলায় চিত্রনায়িকা পরীমণিসহ অন্যদের বিরুদ্ধে এ অভিযোগপত্র দাখিল করেছিল তদন্ত সংস্থা। আদালত অভিযোগপত্র আমলে নিয়ে আসামিদের আগামী শুনানিতে হাজির হতে নির্দেশ দিয়েছেন। — [465, 489, 601, 593]
signer-title: উপসচিব (অর্থ ও সেবা) — [469, 2312, 575, 2325]
row-value: পুলিশ সুপারের কার্যালয়, শেরপুর, ময়মনসিংহ রেঞ্জ কার্যালয়। — [1077, 1749, 1529, 1769]
row-number: ১৪। — [819, 1809, 852, 1844]
headline-line: বায়রার নির্বাচনে — [1028, 110, 1132, 129]
paragraph: টুর্নামেন্টের শুরুতে অস্ট্রেলিয়াকে ফেভারিট হিসেবে ধরা হয়নি। তবে ধাপে ধাপে নিজেদের সেরাটা দিয়ে শেষ পর্যন্ত শিরোপা জিতে নেয় দলটি। সেমিফাইনালে পাকিস্তানকে হারিয়ে ফাইনালে ওঠে তারা। — [611, 989, 981, 1034]
ad-signature — [466, 2294, 578, 2327]
article-headline: ভারত কখনই — [661, 1830, 745, 1850]
item-number: ০৭ — [819, 2158, 858, 2179]
paragraph: (প্রথম পৃষ্ঠার পর) বলেন, বিদেশের মাটিতে সুযোগ পেলে তরুণরা নিজেদের প্রমাণ করতে পারবে। তামিম ইকবাল ও সাকিব আল হাসানকে ছাড়াই পাকিস্তানের বিপক্ষে সিরিজে মাঠে নামছে বাংলাদেশ। ইনজুরির কারণে এ সিরিজে খেলতে পারছেন না তারা। — [465, 1156, 802, 1215]
article-murder — [611, 109, 981, 431]
porimoni-photo — [465, 137, 601, 354]
